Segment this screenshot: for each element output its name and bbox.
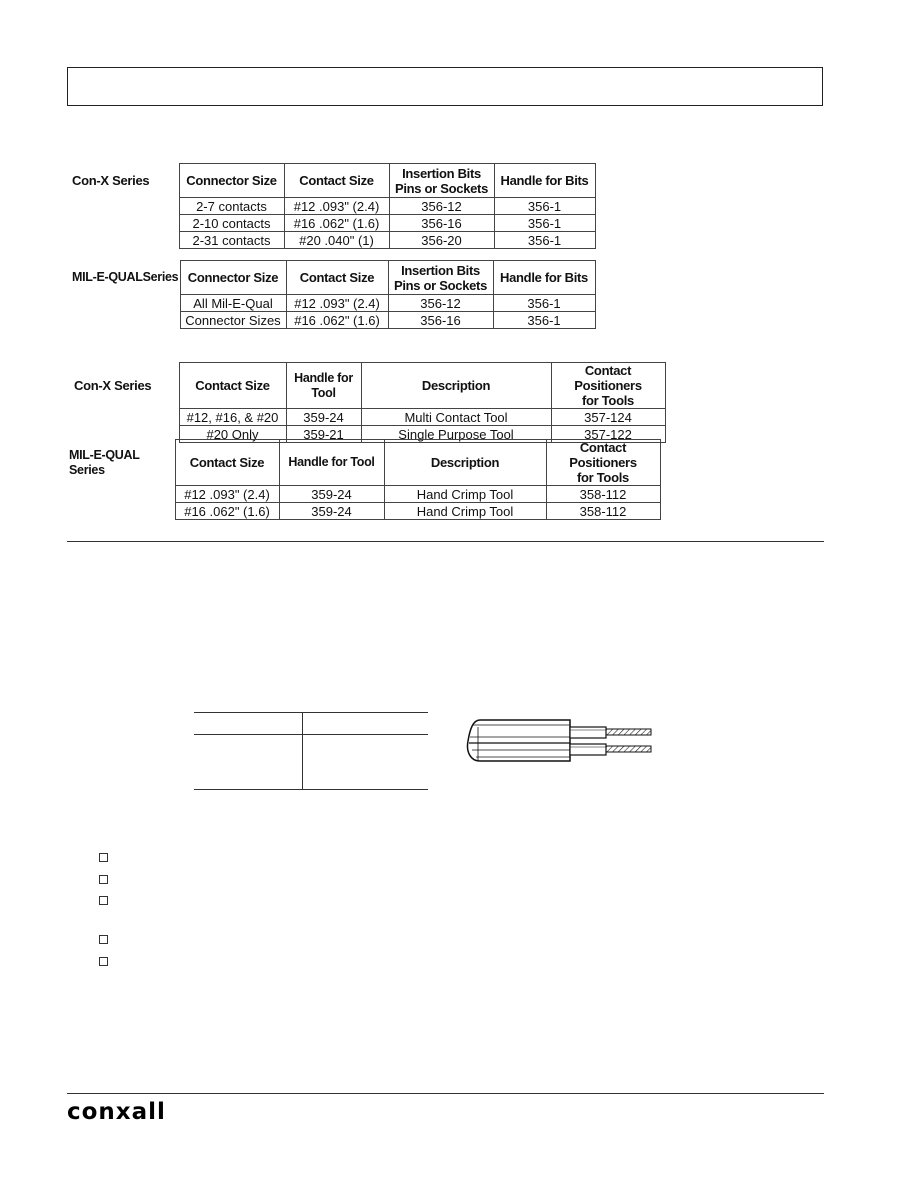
checkbox[interactable] — [99, 935, 108, 944]
conx-bits-table — [72, 163, 596, 249]
series-label: Con-X Series — [74, 378, 152, 393]
table-cell: 356-1 — [494, 198, 595, 215]
table-cell: 359-24 — [286, 409, 361, 426]
table-row — [69, 503, 660, 520]
table-cell: #16 .062" (1.6) — [175, 503, 279, 520]
table-cell: 356-16 — [388, 312, 493, 329]
table-cell: #12 .093" (2.4) — [284, 198, 389, 215]
column-header: Handle for Tool — [279, 440, 384, 486]
table-cell: Hand Crimp Tool — [384, 486, 546, 503]
table-cell: Connector Sizes — [180, 312, 286, 329]
column-header: Contact Size — [286, 261, 388, 295]
table-cell: 356-20 — [389, 232, 494, 249]
table-cell: 359-21 — [286, 426, 361, 443]
table-cell: #20 .040" (1) — [284, 232, 389, 249]
table-cell: 356-16 — [389, 215, 494, 232]
column-header: Description — [384, 440, 546, 486]
table-cell: All Mil-E-Qual — [180, 295, 286, 312]
table-row — [69, 486, 660, 503]
checkbox[interactable] — [99, 875, 108, 884]
table-cell: #12, #16, & #20 — [179, 409, 286, 426]
table-cell: #16 .062" (1.6) — [284, 215, 389, 232]
mil-tools-table — [69, 439, 661, 520]
column-header: Contact Positioners for Tools — [546, 440, 660, 486]
blank-ruled-table — [194, 712, 428, 790]
conxall-logo: conxall — [67, 1099, 166, 1125]
column-header: Insertion Bits Pins or Sockets — [389, 164, 494, 198]
table-cell: 356-1 — [494, 232, 595, 249]
table-row — [72, 215, 595, 232]
series-label: Con-X Series — [72, 173, 150, 188]
table-cell: 356-1 — [493, 295, 595, 312]
table-cell: 358-112 — [546, 503, 660, 520]
table-cell: Single Purpose Tool — [361, 426, 551, 443]
table-row — [72, 198, 595, 215]
column-header: Contact Size — [175, 440, 279, 486]
wire-illustration — [466, 717, 656, 767]
footer-divider — [67, 1093, 824, 1094]
series-label: MIL-E-QUAL Series — [69, 447, 140, 477]
table-cell: 357-122 — [551, 426, 665, 443]
table-cell: 356-12 — [388, 295, 493, 312]
table-cell: 359-24 — [279, 503, 384, 520]
table-cell: #20 Only — [179, 426, 286, 443]
column-header: Contact Size — [284, 164, 389, 198]
table-cell: 358-112 — [546, 486, 660, 503]
checkbox[interactable] — [99, 853, 108, 862]
table-cell: 359-24 — [279, 486, 384, 503]
checkbox[interactable] — [99, 957, 108, 966]
table-row — [72, 295, 595, 312]
table-cell: #12 .093" (2.4) — [175, 486, 279, 503]
table-row — [72, 312, 595, 329]
table-row — [72, 232, 595, 249]
column-header: Contact Size — [179, 363, 286, 409]
column-header: Handle for Bits — [493, 261, 595, 295]
section-divider — [67, 541, 824, 542]
table-cell: 356-12 — [389, 198, 494, 215]
header-box — [67, 67, 823, 106]
table-row — [74, 409, 665, 426]
table-cell: 356-1 — [493, 312, 595, 329]
column-header: Connector Size — [180, 261, 286, 295]
table-cell: 2-31 contacts — [179, 232, 284, 249]
table-cell: #16 .062" (1.6) — [286, 312, 388, 329]
table-cell: Hand Crimp Tool — [384, 503, 546, 520]
table-cell: Multi Contact Tool — [361, 409, 551, 426]
column-header: Contact Positioners for Tools — [551, 363, 665, 409]
series-label: MIL-E-QUALSeries — [72, 270, 179, 284]
mil-bits-table — [72, 260, 596, 329]
table-cell: #12 .093" (2.4) — [286, 295, 388, 312]
table-cell: 357-124 — [551, 409, 665, 426]
table-cell: 356-1 — [494, 215, 595, 232]
column-header: Handle for Tool — [286, 363, 361, 409]
column-header: Connector Size — [179, 164, 284, 198]
table-cell: 2-7 contacts — [179, 198, 284, 215]
column-header: Handle for Bits — [494, 164, 595, 198]
conx-tools-table — [74, 362, 666, 443]
table-cell: 2-10 contacts — [179, 215, 284, 232]
column-header: Description — [361, 363, 551, 409]
checkbox[interactable] — [99, 896, 108, 905]
column-header: Insertion Bits Pins or Sockets — [388, 261, 493, 295]
